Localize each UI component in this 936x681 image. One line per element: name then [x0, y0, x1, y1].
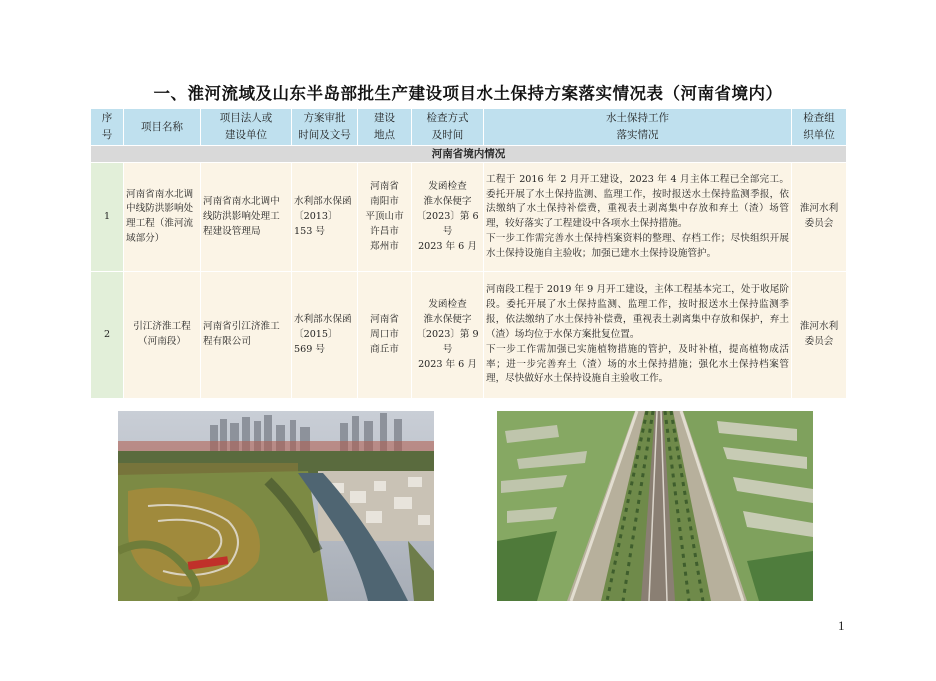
header-org: 检查组 织单位	[792, 109, 847, 146]
project-name: 引江济淮工程（河南段）	[124, 272, 201, 399]
approval-doc: 水利部水保函〔2013〕153 号	[292, 163, 358, 272]
page-title: 一、淮河流域及山东半岛部批生产建设项目水土保持方案落实情况表（河南省境内）	[153, 84, 783, 103]
row-no: 2	[91, 272, 124, 399]
header-approval: 方案审批 时间及文号	[292, 109, 358, 146]
section-title: 河南省境内情况	[91, 146, 847, 163]
header-unit: 项目法人或 建设单位	[201, 109, 292, 146]
table-row	[91, 272, 847, 399]
header-name: 项目名称	[124, 109, 201, 146]
construction-location: 河南省 南阳市 平顶山市 许昌市 郑州市	[358, 163, 412, 272]
header-location: 建设 地点	[358, 109, 412, 146]
construction-unit: 河南省南水北调中线防洪影响处理工程建设管理局	[201, 163, 292, 272]
row-no: 1	[91, 163, 124, 272]
inspection-org: 淮河水利 委员会	[792, 272, 847, 399]
project-name: 河南省南水北调中线防洪影响处理工程（淮河流域部分）	[124, 163, 201, 272]
header-no: 序 号	[91, 109, 124, 146]
header-work: 水土保持工作 落实情况	[484, 109, 792, 146]
inspection-method: 发函检查 淮水保便字 〔2023〕第 9 号 2023 年 6 月	[412, 272, 484, 399]
section-row	[91, 146, 847, 163]
approval-doc: 水利部水保函〔2015〕569 号	[292, 272, 358, 399]
aerial-photo-railway-farmland	[497, 411, 813, 601]
inspection-org: 淮河水利 委员会	[792, 163, 847, 272]
implementation-status: 河南段工程于 2019 年 9 月开工建设，主体工程基本完工，处于收尾阶段。委托开展了水土保持监测、监理工作，按时报送水土保持监测季报，依法缴纳了水土保持补偿费，重视表土剥离集中存放和保护，弃土（渣）场均位于水保方案批复位置。 下一步工作需加强已实施植物措施的管护，及时补植，提高植物成活率；进一步完善弃土（渣）场的水土保持措施；强化水土保持档案管理，尽快做好水土保持设施自主验收工作。	[484, 272, 792, 399]
construction-location: 河南省 周口市 商丘市	[358, 272, 412, 399]
header-method: 检查方式 及时间	[412, 109, 484, 146]
inspection-table	[90, 108, 847, 399]
inspection-method: 发函检查 淮水保便字 〔2023〕第 6 号 2023 年 6 月	[412, 163, 484, 272]
construction-unit: 河南省引江济淮工程有限公司	[201, 272, 292, 399]
page-number: 1	[838, 618, 845, 633]
implementation-status: 工程于 2016 年 2 月开工建设，2023 年 4 月主体工程已全部完工。委托开展了水土保持监测、监理工作，按时报送水土保持监测季报，依法缴纳了水土保持补偿费，重视表土剥离集中存放和弃土（渣）场管理，较好落实了工程建设中各项水土保持措施。 下一步工作需完善水土保持档案资料的整理、存档工作；尽快组织开展水土保持设施自主验收；加强已建水土保持设施管护。	[484, 163, 792, 272]
table-row	[91, 163, 847, 272]
aerial-photo-river-park	[118, 411, 434, 601]
table-header-row	[91, 109, 847, 146]
